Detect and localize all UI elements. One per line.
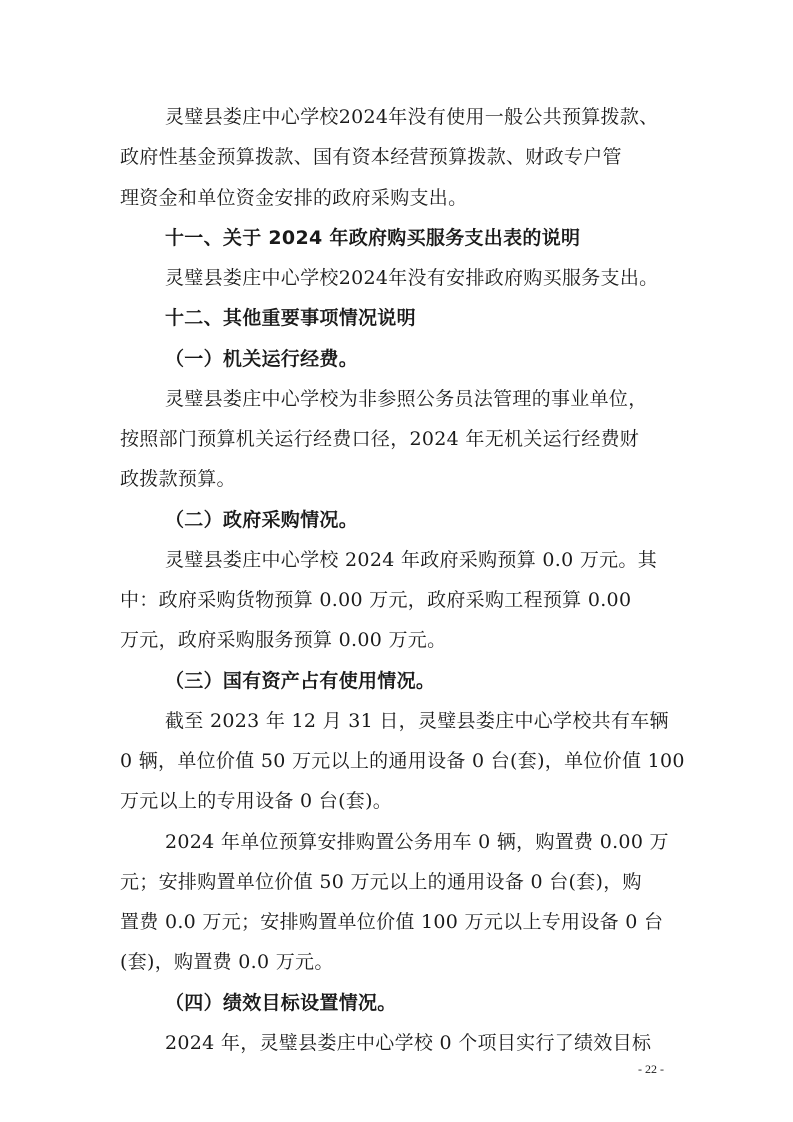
subsection-heading-3: （三）国有资产占有使用情况。 xyxy=(165,670,436,692)
body-text-line: 灵璧县娄庄中心学校2024年没有安排政府购买服务支出。 xyxy=(165,267,659,289)
body-text-line: 置费 0.0 万元；安排购置单位价值 100 万元以上专用设备 0 台 xyxy=(120,911,664,933)
subsection-heading-1: （一）机关运行经费。 xyxy=(165,348,359,370)
body-text-line: 政府性基金预算拨款、国有资本经营预算拨款、财政专户管 xyxy=(120,146,622,168)
body-text-line: 灵璧县娄庄中心学校为非参照公务员法管理的事业单位， xyxy=(165,388,648,410)
body-text-line: 中：政府采购货物预算 0.00 万元，政府采购工程预算 0.00 xyxy=(120,589,632,611)
page-number: - 22 - xyxy=(638,1062,664,1076)
subsection-heading-2: （二）政府采购情况。 xyxy=(165,509,359,531)
body-text-line: 2024 年，灵璧县娄庄中心学校 0 个项目实行了绩效目标 xyxy=(165,1032,652,1054)
body-text-line: (套)，购置费 0.0 万元。 xyxy=(120,951,334,973)
body-text-line: 政拨款预算。 xyxy=(120,468,236,490)
section-heading-11: 十一、关于 2024 年政府购买服务支出表的说明 xyxy=(165,227,581,249)
section-heading-12: 十二、其他重要事项情况说明 xyxy=(165,307,416,329)
subsection-heading-4: （四）绩效目标设置情况。 xyxy=(165,992,397,1014)
body-text-line: 截至 2023 年 12 月 31 日，灵璧县娄庄中心学校共有车辆 xyxy=(165,710,669,732)
body-text-line: 按照部门预算机关运行经费口径，2024 年无机关运行经费财 xyxy=(120,428,640,450)
body-text-line: 理资金和单位资金安排的政府采购支出。 xyxy=(120,187,468,209)
body-text-line: 灵璧县娄庄中心学校 2024 年政府采购预算 0.0 万元。其 xyxy=(165,549,658,571)
body-text-line: 元；安排购置单位价值 50 万元以上的通用设备 0 台(套)，购 xyxy=(120,871,642,893)
body-text-line: 万元，政府采购服务预算 0.00 万元。 xyxy=(120,629,447,651)
body-text-line: 万元以上的专用设备 0 台(套)。 xyxy=(120,790,393,812)
body-text-line: 2024 年单位预算安排购置公务用车 0 辆，购置费 0.00 万 xyxy=(165,831,669,853)
body-text-line: 灵璧县娄庄中心学校2024年没有使用一般公共预算拨款、 xyxy=(165,106,659,128)
body-text-line: 0 辆，单位价值 50 万元以上的通用设备 0 台(套)，单位价值 100 xyxy=(120,750,685,772)
